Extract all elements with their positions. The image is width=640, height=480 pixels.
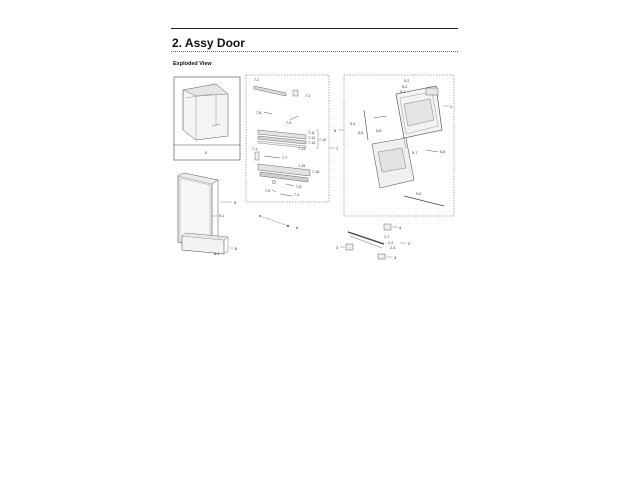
inner-door-assy-group — [334, 75, 454, 216]
callout-door-panel: 9 — [234, 201, 237, 205]
callout-control-bottom-b: 7-5 — [265, 189, 271, 193]
callout-control-pcb-b: 7-16 — [312, 170, 320, 174]
callout-control-bar-b: 7-12 — [308, 136, 316, 140]
callout-door-panel-inner: 9-1 — [219, 214, 225, 218]
section-heading — [172, 36, 245, 50]
callout-inner-screw: 5-7 — [412, 151, 418, 155]
callout-lower-cable: 6 — [296, 226, 299, 230]
callout-hinge-arm: 2-1 — [384, 235, 390, 239]
top-rule — [171, 28, 458, 29]
control-assy-group — [246, 75, 338, 202]
callout-control-bottom-a: 7-4 — [294, 193, 300, 197]
hinge-cover-group — [336, 244, 396, 260]
callout-inner-seal-a: 5-4 — [350, 122, 356, 126]
inset-dishwasher — [174, 77, 240, 160]
callout-inner-latch-a: 5-2 — [404, 79, 410, 83]
callout-control-bar-c: 7-13 — [308, 141, 316, 145]
callout-inner-vent: 5-6 — [376, 129, 382, 133]
callout-control-bar-a: 7-11 — [308, 131, 315, 135]
callout-control-screw: 7-8 — [256, 111, 262, 115]
callout-hinge-spring: 2-2 — [388, 241, 394, 245]
exploded-view-svg — [168, 68, 468, 268]
section-number: 2. — [172, 36, 183, 50]
callout-hinge-link: 2-3 — [390, 246, 396, 250]
callout-hinge-cover: 3 — [336, 246, 339, 250]
exploded-view-label: Exploded View — [173, 61, 212, 67]
section-title: Assy Door — [184, 36, 245, 50]
callout-inner-door: 1 — [450, 105, 453, 109]
callout-inner-detergent: 5-1 — [400, 90, 406, 94]
callout-hinge-assy: 2 — [408, 242, 411, 246]
callout-inner-bracket: 5-8 — [440, 150, 446, 154]
callout-control-pcb-a: 7-15 — [298, 164, 306, 168]
callout-inner-latch-b: 5-3 — [402, 85, 408, 89]
lower-cable-group — [259, 215, 298, 230]
callout-control-assy: 7 — [336, 147, 339, 151]
dishwasher-icon — [183, 84, 228, 140]
hinge-bracket-group — [384, 224, 401, 230]
callout-inner-seal-b: 5-5 — [358, 131, 364, 135]
callout-control-top: 7-2 — [254, 78, 260, 82]
callout-control-group: 7-10 — [319, 138, 327, 142]
callout-inner-panel: 5-9 — [416, 192, 422, 196]
heading-divider — [171, 51, 458, 52]
exploded-view-diagram — [168, 68, 468, 268]
callout-control-switch: 7-7 — [282, 156, 288, 160]
callout-control-bar-d: 7-14 — [298, 147, 306, 151]
callout-kick-plate: 8 — [235, 247, 238, 251]
kick-plate-group — [182, 233, 237, 256]
callout-control-top-cap: 7-3 — [305, 94, 311, 98]
callout-control-board: 7-1 — [252, 147, 258, 151]
callout-control-clip: 7-9 — [286, 121, 292, 125]
callout-inset-dishwasher: 0 — [205, 151, 208, 155]
callout-hinge-cover-b: 3 — [394, 256, 397, 260]
callout-control-knob: 7-6 — [296, 185, 302, 189]
callout-hinge-bracket: 4 — [399, 226, 402, 230]
callout-inner-door-assy: 5 — [334, 129, 337, 133]
hinge-assy-group — [348, 232, 410, 250]
callout-kick-plate-sub: 8-1 — [214, 252, 220, 256]
